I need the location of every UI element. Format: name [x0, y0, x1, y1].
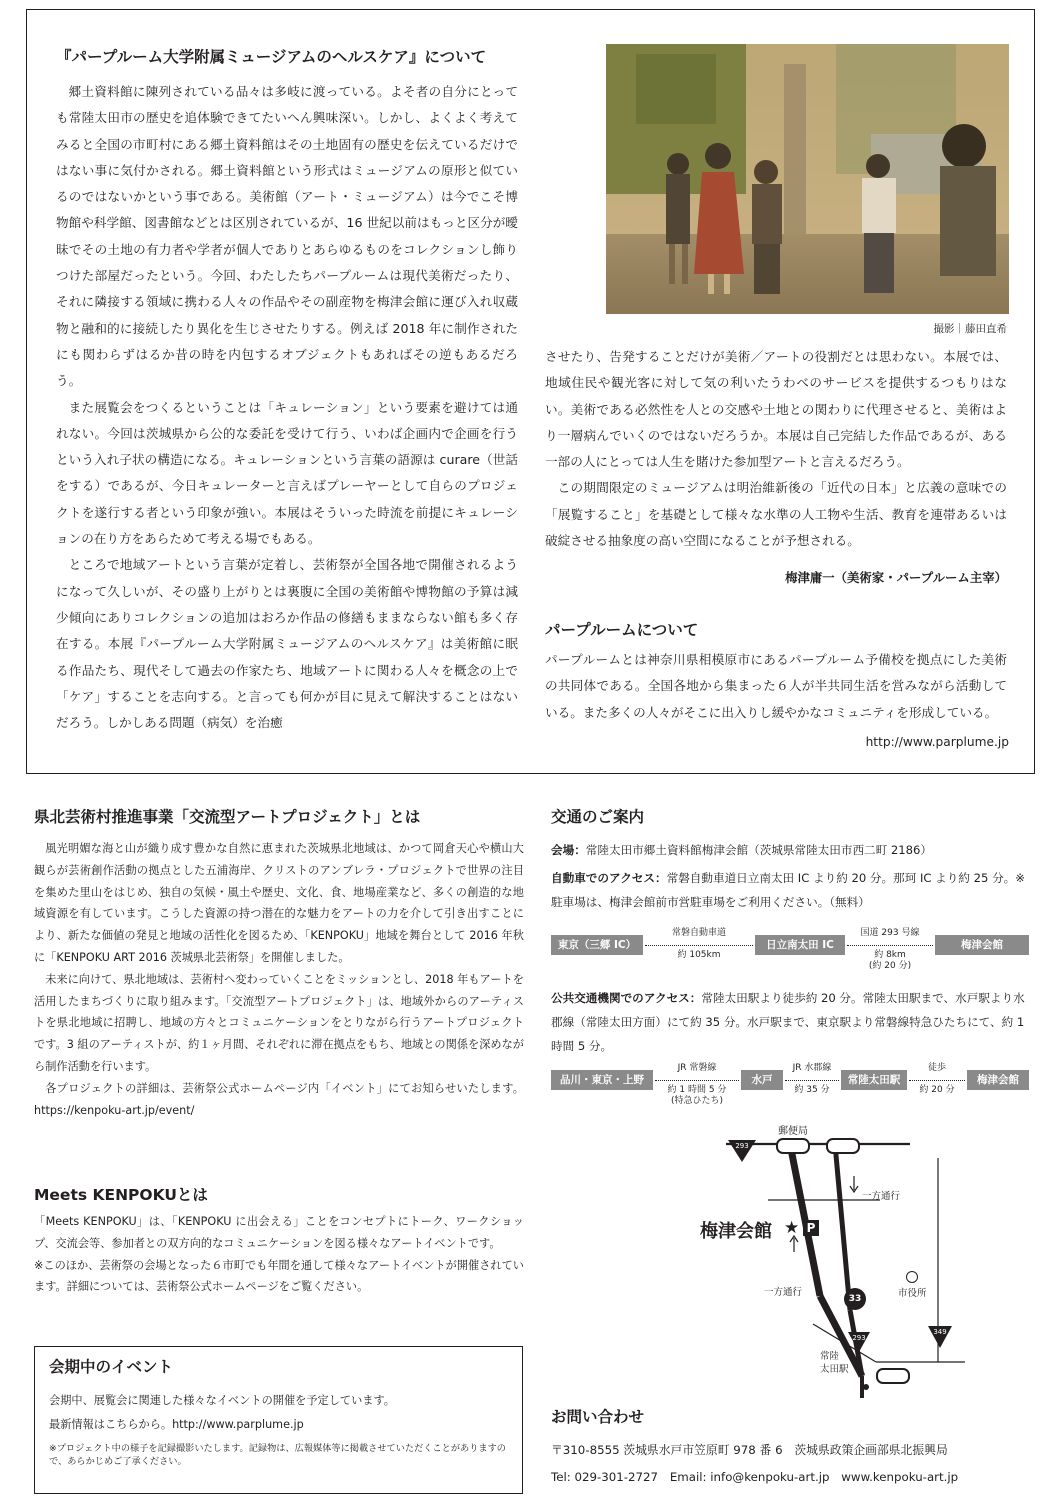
contact-body — [551, 1437, 1029, 1491]
oneway-label-1: 一方通行 — [862, 1191, 901, 1202]
about-parplume-title: パープルームについて — [545, 621, 699, 639]
train-route-diagram — [551, 1063, 1031, 1118]
events-box — [34, 1346, 523, 1494]
traffic-signal-icon — [826, 1138, 860, 1154]
venue-label: 会場： — [551, 843, 586, 857]
kenpoku-text — [34, 838, 524, 1121]
route-label-293: 国道 293 号線 — [860, 928, 920, 938]
access-title: 交通のご案内 — [551, 808, 645, 826]
route-label-walk: 徒歩 — [927, 1063, 946, 1073]
route-293-bottom-label: 293 — [852, 1334, 866, 1342]
station-label: 常陸 太田駅 — [820, 1351, 849, 1375]
route-distance-joban: 約 105km — [677, 950, 721, 960]
meets-title: Meets KENPOKUとは — [34, 1186, 208, 1204]
author-signature: 梅津庸一（美術家・パープルーム主宰） — [785, 570, 1007, 585]
contact-title: お問い合わせ — [551, 1408, 645, 1426]
about-paragraph-4: この期間限定のミュージアムは明治維新後の「近代の日本」と広義の意味での「展覧すること」を基礎として様々な水準の人工物や生活、教育を連帯あるいは破綻させる抽象度の高い空間になることが予想される。 — [545, 480, 1007, 549]
about-paragraph-1: 郷土資料館に陳列されている品々は多岐に渡っている。よそ者の自分にとっても常陸太田市の歴史を追体験できてたいへん興味深い。しかし、よくよく考えてみると全国の市町村にある郷土資料館はその土地固有の歴史を伝えているだけではない事に気付かされる。郷土資料館という形式はミュージアムの原形と似ているのではないかという事である。美術館（アート・ミュージアム）は今でこそ博物館や科学館、図書館などとは区別されているが、16 世紀以前はもっと区分が曖昧でその土地の有力者や学者が個人でありとあらゆるものをコレクションし飾りつけた部屋だったという。今回、わたしたちパープルームは現代美術だったり、それに隣接する領域に携わる人々の作品やその副産物を梅津会館に運び入れ収蔵物と融和的に接続したり異化を生じさせたりする。例えば 2018 年に制作されたにも関わらずはるか昔の時を内包するオブジェクトもあればその逆もあるだろう。 — [56, 84, 519, 389]
traffic-signal-icon — [776, 1138, 810, 1154]
route-node-tokyo-misato: 東京（三郷 IC） — [551, 935, 643, 955]
about-paragraph-3-cont: させたり、告発することだけが美術／アートの役割だとは思わない。本展では、地域住民や観光客に対して気の利いたうわべのサービスを提供するつもりはない。美術である必然性を人との交感や土地との関わりに代理させると、美術はより一層病んでいくのではないだろうか。本展は自己完結した作品であるが、ある一部の人にとっては人生を賭けた参加型アートと言えるだろう。 — [545, 349, 1007, 470]
car-access-text: 常磐自動車道日立南太田 IC より約 20 分。那珂 IC より約 25 分。※駐車場は、梅津会館前市営駐車場をご利用ください。（無料） — [551, 871, 1025, 909]
route-note-hitachi: (特急ひたち) — [670, 1096, 724, 1106]
about-museum-title: 『パープルーム大学附属ミュージアムのヘルスケア』について — [56, 48, 487, 66]
group-photo-image — [606, 44, 1009, 314]
kenpoku-paragraph-1: 風光明媚な海と山が織り成す豊かな自然に恵まれた茨城県北地域は、かつて岡倉天心や横山大観らが芸術創作活動の拠点とした五浦海岸、クリストのアンブレラ・プロジェクトで世界の注目を集めた里山をはじめ、独自の気候・風土や歴史、文化、食、地場産業など、多くの創造的な地域資源を有しています。こうした資源の持つ潜在的な魅力をアートの力を介して引き出すことにより、新たな価値の発見と地域の活性化を図るため、「KENPOKU」地域を舞台として 2016 年秋に「KENPOKU ART 2016 茨城県北芸術祭」を開催しました。 — [34, 842, 524, 964]
events-note: ※プロジェクト中の様子を記録撮影いたします。記録物は、広報媒体等に掲載させていただくことがありますので、あらかじめご了承ください。 — [49, 1443, 506, 1467]
events-body — [49, 1389, 509, 1437]
meets-line-1: 「Meets KENPOKU」は、「KENPOKU に出会える」ことをコンセプトにトーク、ワークショップ、交流会等、参加者との双方向的なコミュニケーションを図る様々なアートイベントです。 — [34, 1215, 524, 1250]
route-distance-293: 約 8km — [874, 950, 906, 960]
route-node-shinagawa: 品川・東京・上野 — [551, 1070, 653, 1090]
post-office-label: 郵便局 — [778, 1126, 808, 1137]
contact-address: 〒310-8555 茨城県水戸市笠原町 978 番 6 茨城県政策企画部県北振興局 — [551, 1443, 948, 1457]
route-node-mito: 水戸 — [741, 1070, 783, 1090]
access-text-public — [551, 986, 1029, 1058]
route-line-293 — [847, 945, 933, 946]
kenpoku-paragraph-2: 未来に向けて、県北地域は、芸術村へ変わっていくことをミッションとし、2018 年もアートを活用したまちづくりに取り組みます。「交流型アートプロジェクト」は、地域外からのアーティストを県北地域に招聘し、地域の方々とコミュニケーションをとりながら行うアートプロジェクトです。3 組のアーティストが、約１ヶ月間、それぞれに滞在拠点をもち、地域との関係を深めながら制作活動を行います。 — [34, 972, 524, 1073]
kenpoku-title: 県北芸術村推進事業「交流型アートプロジェクト」とは — [34, 808, 421, 826]
route-time-joban-line: 約 1 時間 5 分 — [667, 1085, 727, 1095]
city-hall-icon — [906, 1271, 918, 1283]
car-access-label: 自動車でのアクセス： — [551, 871, 667, 885]
parplume-url-link[interactable]: http://www.parplume.jp — [865, 735, 1009, 749]
route-line-joban — [645, 945, 753, 946]
about-parplume-text — [545, 647, 1007, 726]
access-map — [690, 1128, 990, 1398]
route-node-umetsu: 梅津会館 — [935, 935, 1029, 955]
meets-text — [34, 1211, 524, 1298]
map-venue-label: 梅津会館 — [700, 1221, 772, 1242]
venue-star-icon: ★ — [784, 1218, 800, 1238]
station-dot-icon — [863, 1384, 869, 1390]
route-node-hitachiota-station: 常陸太田駅 — [841, 1070, 907, 1090]
route-label-joban-line: JR 常磐線 — [677, 1063, 717, 1073]
traffic-signal-icon — [876, 1368, 910, 1384]
route-349-label: 349 — [933, 1328, 947, 1336]
route-line-joban-line — [655, 1080, 739, 1081]
car-route-diagram — [551, 928, 1031, 978]
about-museum-left-text — [56, 79, 518, 736]
events-title: 会期中のイベント — [49, 1358, 174, 1376]
route-node-umetsu-2: 梅津会館 — [967, 1070, 1029, 1090]
route-293-top-label: 293 — [735, 1142, 749, 1150]
contact-tel-email-web[interactable]: Tel: 029-301-2727 Email: info@kenpoku-art.jp www.kenpoku-art.jp — [551, 1470, 959, 1484]
public-access-label: 公共交通機関でのアクセス： — [551, 991, 702, 1005]
city-hall-label: 市役所 — [898, 1288, 927, 1299]
kenpoku-paragraph-3: 各プロジェクトの詳細は、芸術祭公式ホームページ内「イベント」にてお知らせいたします。https://kenpoku-art.jp/event/ — [34, 1081, 524, 1117]
parking-icon: P — [803, 1220, 819, 1236]
route-label-joban: 常磐自動車道 — [671, 928, 726, 938]
about-paragraph-3: ところで地域アートという言葉が定着し、芸術祭が全国各地で開催されるようになって久しいが、その盛り上がりとは裏腹に全国の美術館や博物館の予算は減少傾向にありコレクションの追加はおろか作品の修繕もままならない館も多く存在する。本展『パープルーム大学附属ミュージアムのヘルスケア』は美術館に眠る作品たち、現代そして過去の作家たち、地域アートに関わる人々を概念の上で「ケア」することを志向する。と言っても何かが目に見えて解決することはないだろう。しかしある問題（病気）を治癒 — [56, 557, 518, 731]
route-33-shield-icon: 33 — [844, 1288, 866, 1310]
route-node-hitachi-minami-ota: 日立南太田 IC — [755, 935, 845, 955]
about-paragraph-2: また展覧会をつくるということは「キュレーション」という要素を避けては通れない。今回は茨城県から公的な委託を受けて行う、いわば企画内で企画を行うという入れ子状の構造になる。キュレーションという言葉の語源は curare（世話をする）であるが、今日キュレーターと言えばプレーヤーとして自らのプロジェクトを遂行する者という印象が強い。本展はそういった時流を前提にキュレーションの在り方をあらためて考える場でもある。 — [56, 399, 518, 547]
events-line-1: 会期中、展覧会に関連した様々なイベントの開催を予定しています。 — [49, 1394, 395, 1407]
oneway-label-2: 一方通行 — [764, 1287, 803, 1298]
photo-caption: 撮影｜藤田直希 — [933, 323, 1007, 335]
route-line-suigun — [785, 1080, 839, 1081]
group-photo — [606, 44, 1009, 314]
events-line-2: 最新情報はこちらから。http://www.parplume.jp — [49, 1418, 304, 1431]
route-label-suigun: JR 水郡線 — [792, 1063, 832, 1073]
public-access-text: 常陸太田駅より徒歩約 20 分。常陸太田駅まで、水戸駅より水郡線（常陸太田方面）にて約 35 分。水戸駅まで、東京駅より常磐線特急ひたちにて、約 1 時間 5 分。 — [551, 991, 1025, 1053]
route-time-suigun: 約 35 分 — [794, 1085, 830, 1095]
route-line-walk — [909, 1080, 965, 1081]
meets-line-2: ※このほか、芸術祭の会場となった６市町でも年間を通して様々なアートイベントが開催されています。詳細については、芸術祭公式ホームページをご覧ください。 — [34, 1258, 524, 1294]
about-museum-right-text — [545, 344, 1007, 554]
route-time-293: (約 20 分) — [868, 961, 912, 971]
venue-text: 常陸太田市郷土資料館梅津会館（茨城県常陸太田市西二町 2186） — [585, 843, 933, 857]
about-parplume-paragraph: パープルームとは神奈川県相模原市にあるパープルーム予備校を拠点にした美術の共同体である。全国各地から集まった６人が半共同生活を営みながら活動している。また多くの人々がそこに出入りし緩やかなコミュニティを形成している。 — [545, 652, 1007, 720]
route-time-walk: 約 20 分 — [919, 1085, 955, 1095]
access-text-car — [551, 838, 1029, 914]
